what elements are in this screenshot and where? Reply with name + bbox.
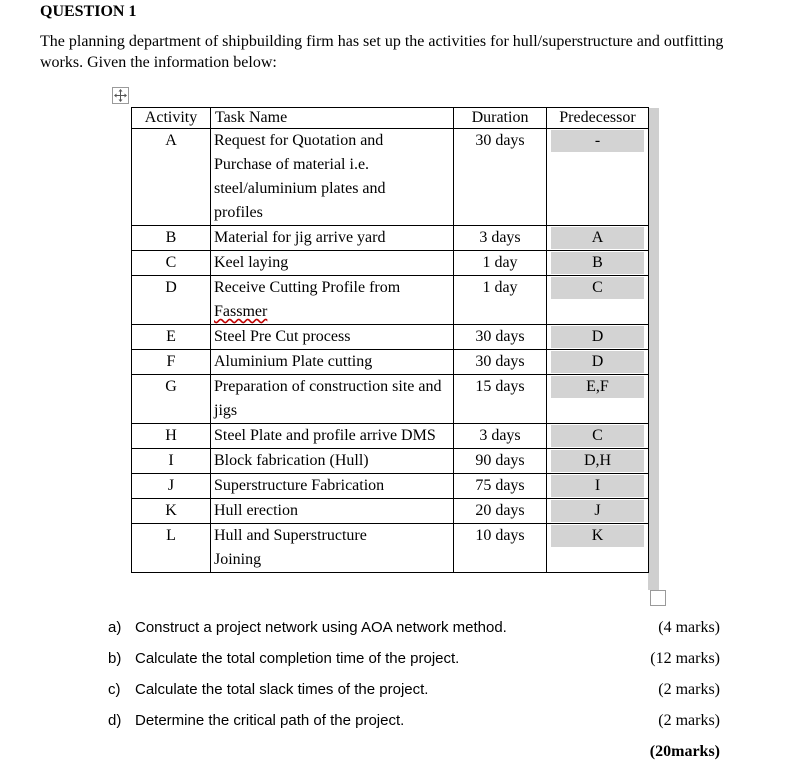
header-predecessor: Predecessor [547,108,649,129]
table-row [132,449,649,474]
column-selection-shading [648,108,659,590]
question-text: Calculate the total slack times of the project. [135,681,429,698]
question-list [108,617,720,741]
table-header-row [132,108,649,129]
list-item [108,648,720,679]
question-text: Construct a project network using AOA network method. [135,619,507,636]
predecessor-cell [547,424,649,449]
table-row [132,424,649,449]
activity-cell: H [132,424,211,449]
predecessor-value: K [551,525,644,547]
duration-cell: 3 days [454,424,547,449]
duration-cell: 10 days [454,524,547,573]
table-move-handle[interactable] [112,87,129,104]
predecessor-cell [547,499,649,524]
table-row [132,129,649,226]
list-item [108,617,720,648]
predecessor-cell [547,251,649,276]
move-arrows-icon [114,89,127,102]
duration-cell: 1 day [454,251,547,276]
predecessor-cell [547,325,649,350]
activity-cell: J [132,474,211,499]
header-activity: Activity [132,108,211,129]
duration-cell: 30 days [454,129,547,226]
activity-cell: L [132,524,211,573]
predecessor-value: D [551,351,644,373]
table-row [132,325,649,350]
activity-cell: D [132,276,211,325]
task-cell [211,129,454,226]
predecessor-value: E,F [551,376,644,398]
duration-cell: 15 days [454,375,547,424]
predecessor-value: - [551,130,644,152]
duration-cell: 3 days [454,226,547,251]
question-marks: (2 marks) [658,712,720,729]
activity-cell: K [132,499,211,524]
question-letter: b) [108,650,122,667]
predecessor-value: D [551,326,644,348]
predecessor-cell [547,129,649,226]
predecessor-value: J [551,500,644,522]
predecessor-value: C [551,425,644,447]
table-row [132,226,649,251]
task-cell: Preparation of construction site and jigs [211,375,454,424]
question-text: Determine the critical path of the project. [135,712,405,729]
predecessor-value: I [551,475,644,497]
task-text: Receive Cutting Profile from [214,279,401,296]
duration-cell: 20 days [454,499,547,524]
table-row [132,276,649,325]
activity-cell: F [132,350,211,375]
activity-cell: G [132,375,211,424]
task-text: Request for Quotation and Purchase of material i.e. steel/aluminium plates and profiles [214,132,386,221]
predecessor-value: A [551,227,644,249]
duration-cell: 1 day [454,276,547,325]
table-row [132,524,649,573]
task-cell: Aluminium Plate cutting [211,350,454,375]
table-row [132,474,649,499]
activity-cell: I [132,449,211,474]
duration-cell: 30 days [454,350,547,375]
task-cell: Block fabrication (Hull) [211,449,454,474]
table-row [132,375,649,424]
duration-cell: 90 days [454,449,547,474]
table-row [132,350,649,375]
total-marks: (20marks) [649,743,720,760]
predecessor-cell [547,350,649,375]
spellcheck-word: Fassmer [214,303,268,320]
activity-cell: A [132,129,211,226]
predecessor-cell [547,226,649,251]
question-letter: a) [108,619,122,636]
predecessor-cell [547,474,649,499]
predecessor-value: D,H [551,450,644,472]
list-item [108,710,720,741]
predecessor-cell [547,375,649,424]
table-resize-handle[interactable] [650,590,666,606]
task-cell: Steel Pre Cut process [211,325,454,350]
predecessor-cell [547,276,649,325]
activity-cell: E [132,325,211,350]
task-text: Hull and Superstructure Joining [214,527,367,568]
task-cell [211,276,454,325]
predecessor-value: C [551,277,644,299]
list-item [108,679,720,710]
task-cell: Keel laying [211,251,454,276]
table-row [132,499,649,524]
duration-cell: 30 days [454,325,547,350]
question-text: Calculate the total completion time of the project. [135,650,460,667]
predecessor-value: B [551,252,644,274]
task-cell: Material for jig arrive yard [211,226,454,251]
question-heading: QUESTION 1 [40,3,137,20]
question-letter: d) [108,712,122,729]
predecessor-cell [547,449,649,474]
task-cell: Steel Plate and profile arrive DMS [211,424,454,449]
activity-table [131,107,649,573]
intro-paragraph: The planning department of shipbuilding firm has set up the activities for hull/superstructure and outfitting works. Given the information below: [40,33,724,71]
activity-cell: C [132,251,211,276]
question-marks: (2 marks) [658,681,720,698]
question-marks: (4 marks) [658,619,720,636]
header-task-name: Task Name [211,108,454,129]
task-cell: Hull erection [211,499,454,524]
question-marks: (12 marks) [650,650,720,667]
activity-cell: B [132,226,211,251]
table-row [132,251,649,276]
task-cell: Superstructure Fabrication [211,474,454,499]
task-cell [211,524,454,573]
header-duration: Duration [454,108,547,129]
duration-cell: 75 days [454,474,547,499]
question-letter: c) [108,681,121,698]
predecessor-cell [547,524,649,573]
